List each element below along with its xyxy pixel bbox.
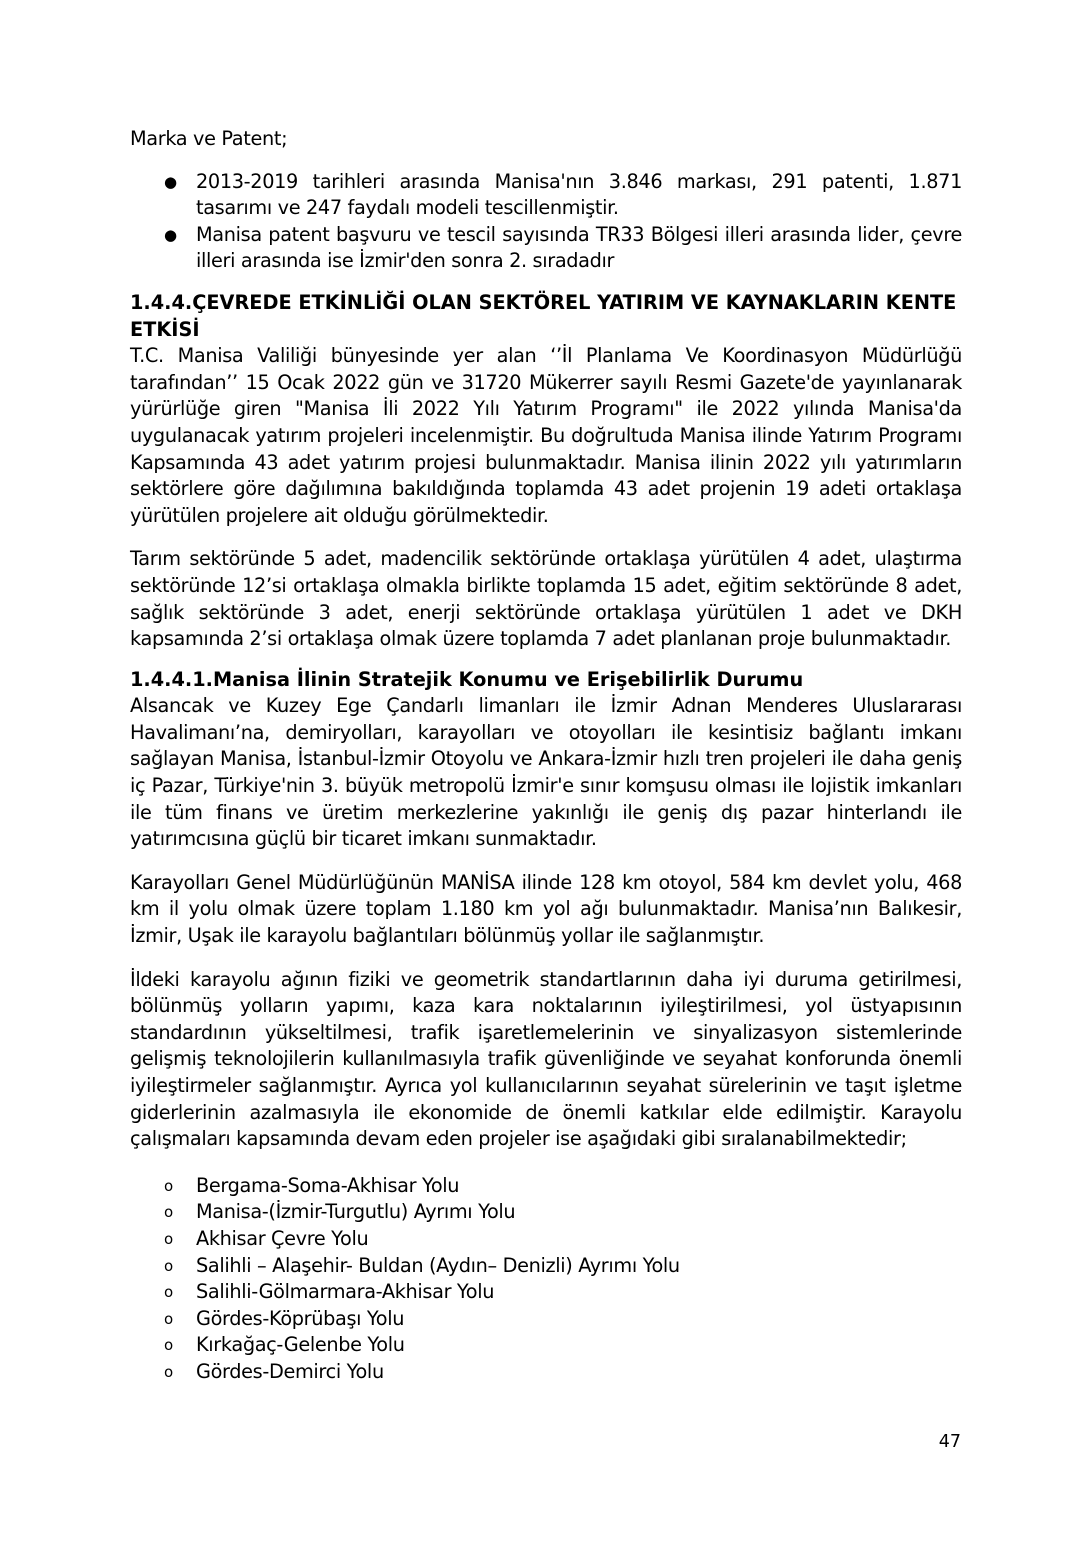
list-item xyxy=(130,222,962,275)
circle-bullet-icon: o xyxy=(164,1336,173,1355)
circle-bullet-icon: o xyxy=(164,1203,173,1222)
list-item xyxy=(130,1199,962,1226)
subsection-paragraph: Karayolları Genel Müdürlüğünün MANİSA ilinde 128 km otoyol, 584 km devlet yolu, 468 km il yolu olmak üzere toplam 1.180 km yol ağı bulunmaktadır. Manisa’nın Balıkesir, İzmir, Uşak ile karayolu bağlantıları bölünmüş yollar ile sağlanmıştır. xyxy=(130,870,962,948)
page-number: 47 xyxy=(938,1432,961,1452)
list-item-text: Salihli-Gölmarmara-Akhisar Yolu xyxy=(196,1280,495,1304)
list-item-text: Salihli – Alaşehir- Buldan (Aydın– Denizli) Ayrımı Yolu xyxy=(196,1253,680,1277)
road-project-list xyxy=(130,1173,962,1386)
circle-bullet-icon: o xyxy=(164,1309,173,1328)
list-item xyxy=(130,1253,962,1280)
list-item-text: Manisa-(İzmir-Turgutlu) Ayrımı Yolu xyxy=(196,1200,516,1224)
list-item xyxy=(130,169,962,222)
list-item-text: Akhisar Çevre Yolu xyxy=(196,1226,369,1250)
list-item-text: Kırkağaç-Gelenbe Yolu xyxy=(196,1333,405,1357)
list-item-text: Gördes-Demirci Yolu xyxy=(196,1359,384,1383)
circle-bullet-icon: o xyxy=(164,1256,173,1275)
list-item-text: Gördes-Köprübaşı Yolu xyxy=(196,1306,405,1330)
subsection-paragraph: İldeki karayolu ağının fiziki ve geometrik standartlarının daha iyi duruma getirilmesi, bölünmüş yolların yapımı, kaza kara noktalarının iyileştirilmesi, yol üstyapısının standardının yükseltilmesi, trafik işaretlemelerinin ve sinyalizasyon sistemlerinde gelişmiş teknolojilerin kullanılmasıyla trafik güvenliğinde ve seyahat konforunda önemli iyileştirmeler sağlanmıştır. Ayrıca yol kullanıcılarının seyahat sürelerinin ve taşıt işletme giderlerinin azalmasıyla ile ekonomide de önemli katkılar elde edilmiştir. Karayolu çalışmaları kapsamında devam eden projeler ise aşağıdaki gibi sıralanabilmektedir; xyxy=(130,967,962,1151)
document-page xyxy=(130,126,962,1386)
list-item xyxy=(130,1279,962,1306)
circle-bullet-icon: o xyxy=(164,1176,173,1195)
intro-label: Marka ve Patent; xyxy=(130,127,288,150)
list-item xyxy=(130,1173,962,1200)
subsection-heading: 1.4.4.1.Manisa İlinin Stratejik Konumu ve Erişebilirlik Durumu xyxy=(130,667,804,691)
list-item xyxy=(130,1359,962,1386)
list-item-text: Bergama-Soma-Akhisar Yolu xyxy=(196,1173,460,1197)
list-item xyxy=(130,1306,962,1333)
list-item-text: Manisa patent başvuru ve tescil sayısında TR33 Bölgesi illeri arasında lider, çevre illeri arasında ise İzmir'den sonra 2. sıradadır xyxy=(196,222,962,273)
list-item xyxy=(130,1332,962,1359)
list-item-text: 2013-2019 tarihleri arasında Manisa'nın 3.846 markası, 291 patenti, 1.871 tasarımı ve 247 faydalı modeli tescillenmiştir. xyxy=(196,169,962,220)
circle-bullet-icon: o xyxy=(164,1229,173,1248)
subsection-paragraph: Alsancak ve Kuzey Ege Çandarlı limanları ile İzmir Adnan Menderes Uluslararası Havalimanı’na, demiryolları, karayolları ve otoyolları ile kesintisiz bağlantı imkanı sağlayan Manisa, İstanbul-İzmir Otoyolu ve Ankara-İzmir hızlı tren projeleri ile daha geniş iç Pazar, Türkiye'nin 3. büyük metropolü İzmir'e sınır komşusu olması ile lojistik imkanları ile tüm finans ve üretim merkezlerine yakınlığı ile geniş dış pazar hinterlandı ile yatırımcısına güçlü bir ticaret imkanı sunmaktadır. xyxy=(130,694,962,851)
circle-bullet-icon: o xyxy=(164,1362,173,1381)
section-heading: 1.4.4.ÇEVREDE ETKİNLİĞİ OLAN SEKTÖREL YATIRIM VE KAYNAKLARIN KENTE ETKİSİ xyxy=(130,290,957,341)
patent-bullet-list xyxy=(130,169,962,275)
bullet-icon: ● xyxy=(164,225,177,244)
section-paragraph: T.C. Manisa Valiliği bünyesinde yer alan ‘’İl Planlama Ve Koordinasyon Müdürlüğü tarafından’’ 15 Ocak 2022 gün ve 31720 Mükerrer sayılı Resmi Gazete'de yayınlanarak yürürlüğe giren "Manisa İli 2022 Yılı Yatırım Programı" ile 2022 yılında Manisa'da uygulanacak yatırım projeleri incelenmiştir. Bu doğrultuda Manisa ilinde Yatırım Programı Kapsamında 43 adet yatırım projesi bulunmaktadır. Manisa ilinin 2022 yılı yatırımların sektörlere göre dağılımına bakıldığında toplamda 43 adet projenin 19 adeti ortaklaşa yürütülen projelere ait olduğu görülmektedir. xyxy=(130,344,962,527)
bullet-icon: ● xyxy=(164,172,177,191)
list-item xyxy=(130,1226,962,1253)
circle-bullet-icon: o xyxy=(164,1283,173,1302)
section-paragraph: Tarım sektöründe 5 adet, madencilik sektöründe ortaklaşa yürütülen 4 adet, ulaştırma sektöründe 12’si ortaklaşa olmakla birlikte toplamda 15 adet, eğitim sektöründe 8 adet, sağlık sektöründe 3 adet, enerji sektöründe ortaklaşa yürütülen 1 adet ve DKH kapsamında 2’si ortaklaşa olmak üzere toplamda 7 adet planlanan proje bulunmaktadır. xyxy=(130,547,962,651)
